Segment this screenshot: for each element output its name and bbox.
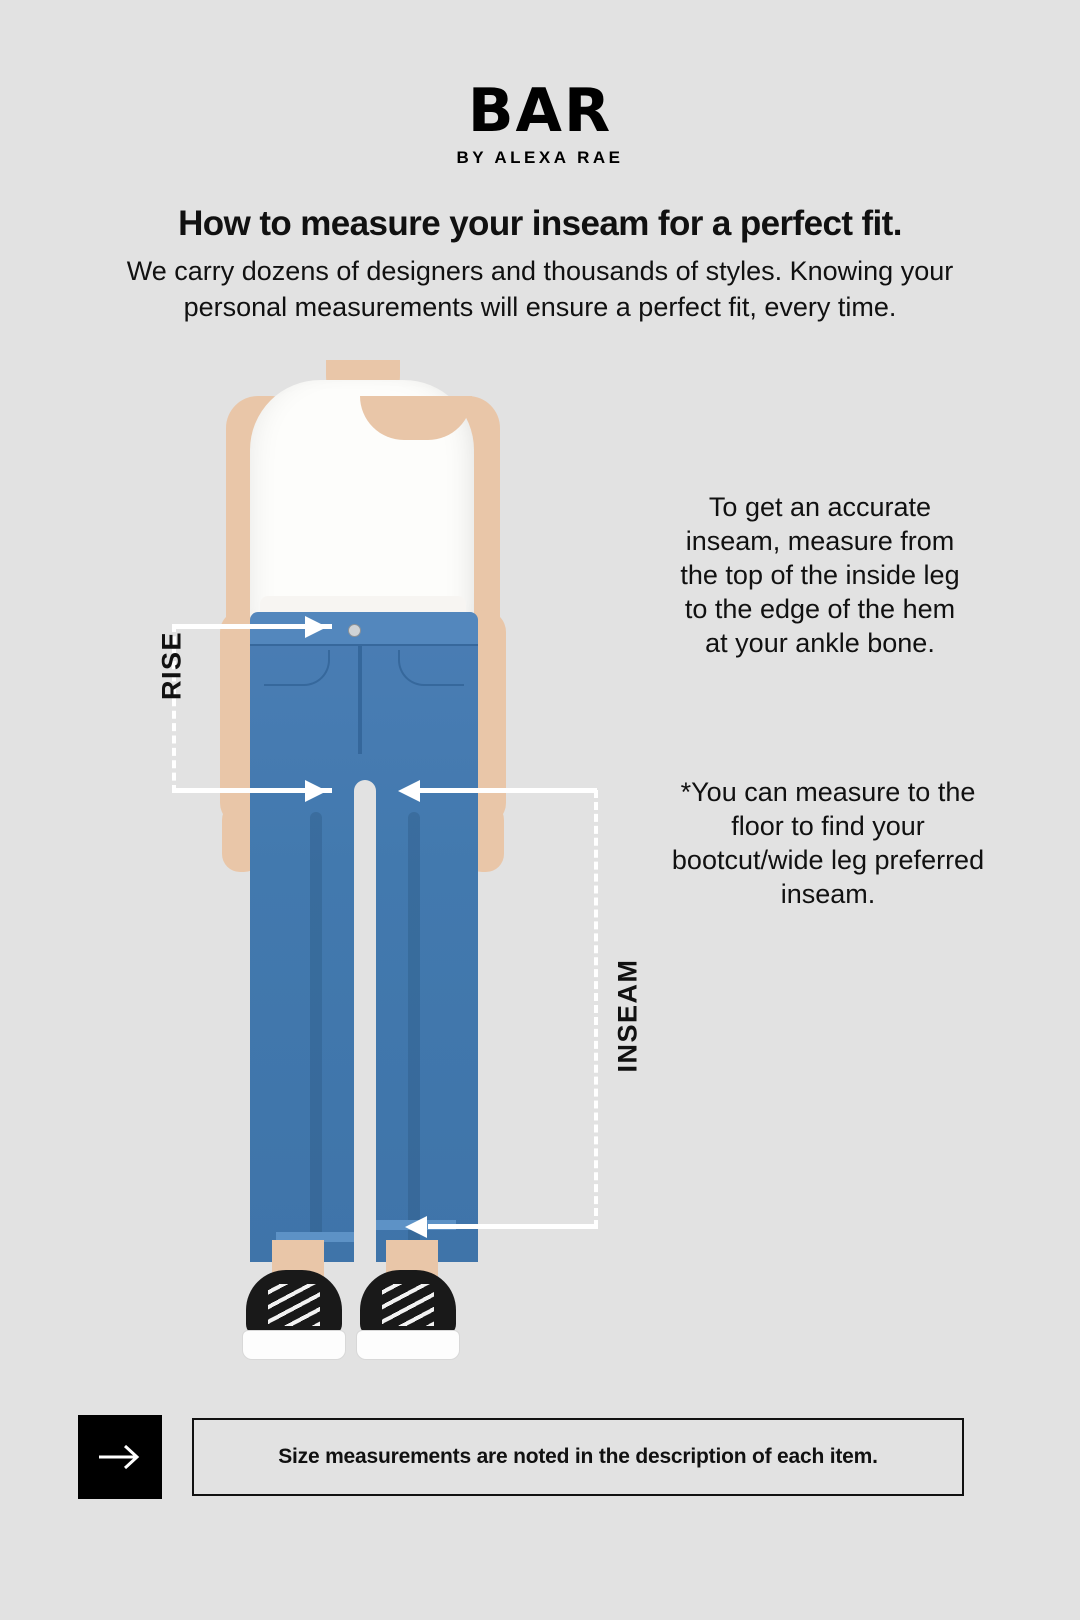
bootcut-note: *You can measure to the floor to find your bootcut/wide leg preferred inseam. [671, 777, 985, 909]
tank-neckline [360, 396, 472, 440]
logo-wordmark: BAR [467, 76, 613, 146]
sneaker-upper-right [360, 1270, 456, 1336]
model-photo [198, 360, 528, 1370]
page-title: How to measure your inseam for a perfect fit. [178, 204, 902, 243]
sneaker-left [246, 1270, 342, 1366]
inseam-dashed-line [594, 790, 598, 1228]
jeans-inner-leg-gap [354, 780, 376, 1340]
arrow-right-icon[interactable] [78, 1415, 162, 1499]
inseam-top-arrow-icon [398, 780, 420, 802]
inseam-instruction-note: To get an accurate inseam, measure from the top of the inside leg to the edge of the hem at your ankle bone. [680, 492, 960, 658]
sneaker-right [360, 1270, 456, 1366]
footer-note-text: Size measurements are noted in the description of each item. [278, 1445, 878, 1468]
logo-tagline: BY ALEXA RAE [456, 148, 624, 167]
sneaker-laces-left [268, 1284, 320, 1326]
rise-top-arrow-icon [305, 616, 327, 638]
sneaker-upper-left [246, 1270, 342, 1336]
footer-note-box [192, 1418, 964, 1496]
rise-label: RISE [156, 630, 187, 701]
sneaker-sole-left [242, 1330, 346, 1360]
inseam-label: INSEAM [612, 958, 643, 1073]
jeans-pocket-left [264, 650, 330, 686]
rise-bottom-arrow-icon [305, 780, 327, 802]
jeans-pocket-right [398, 650, 464, 686]
inseam-bottom-arrow-icon [405, 1216, 427, 1238]
inseam-bottom-line [428, 1224, 598, 1229]
page-subtitle: We carry dozens of designers and thousands of styles. Knowing your personal measurements will ensure a perfect fit, every time. [126, 256, 954, 322]
blue-jeans [250, 612, 478, 1262]
sneaker-sole-right [356, 1330, 460, 1360]
inseam-top-line [405, 788, 597, 793]
jeans-waistband [250, 612, 478, 646]
sneaker-laces-right [382, 1284, 434, 1326]
jeans-button [348, 624, 361, 637]
brand-logo [0, 76, 1080, 168]
jeans-fly [358, 646, 362, 754]
